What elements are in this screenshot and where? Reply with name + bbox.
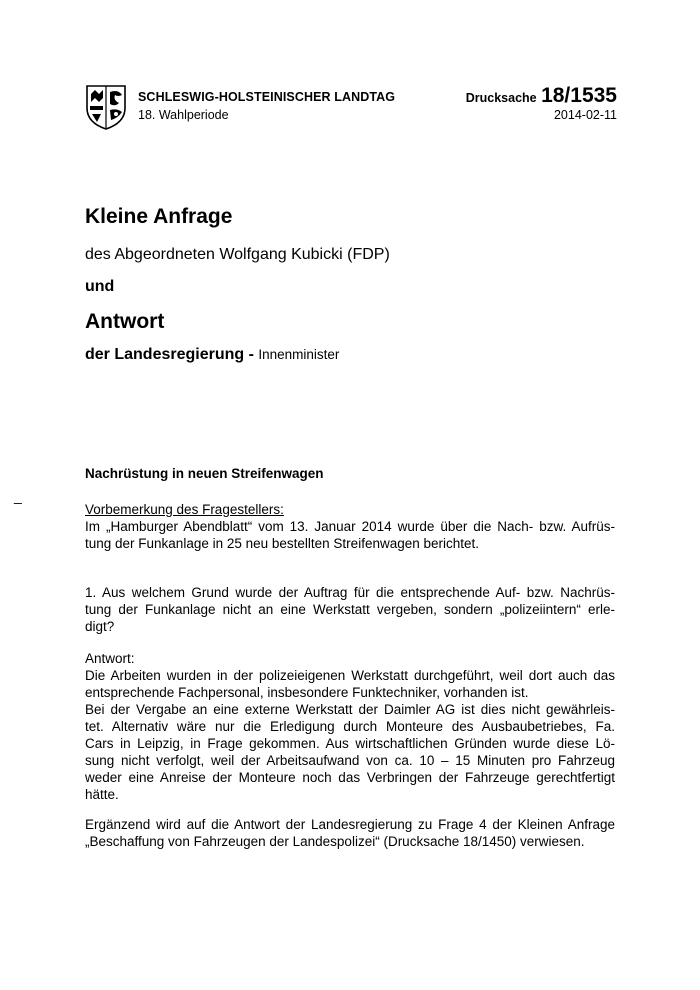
frage-1-line: tung der Funkanlage nicht an eine Werkstatt vergeben, sondern „polizeiintern“ erle- xyxy=(85,602,615,617)
antwort-line: tet. Alternativ wäre nur die Erledigung durch Monteure des Ausbaubetriebes, Fa. xyxy=(85,719,615,734)
landesregierung-line xyxy=(85,346,339,364)
antwort-line: hätte. xyxy=(85,787,119,802)
drucksache-number: 18/1535 xyxy=(541,84,617,107)
ministerium-label: Innenminister xyxy=(258,347,340,362)
antwort-line: Die Arbeiten wurden in der polizeieigenen Werkstatt durchgeführt, weil dort auch das xyxy=(85,668,615,683)
und-line: und xyxy=(85,278,115,295)
parliament-name: SCHLESWIG-HOLSTEINISCHER LANDTAG xyxy=(138,90,396,104)
frage-1-line: digt? xyxy=(85,619,115,634)
kleine-anfrage-title: Kleine Anfrage xyxy=(85,205,233,228)
document-date: 2014-02-11 xyxy=(553,108,617,122)
drucksache-reference xyxy=(466,84,617,108)
subject-heading: Nachrüstung in neuen Streifenwagen xyxy=(85,466,324,481)
vorbemerkung-line: tung der Funkanlage in 25 neu bestellten Streifenwagen berichtet. xyxy=(85,536,480,551)
ergaenzend-section xyxy=(85,816,615,850)
antwort-line: weder eine Anreise der Monteure noch das Verbringen der Fahrzeuge gerechtfertigt xyxy=(85,770,615,785)
document-header xyxy=(85,84,617,134)
ergaenzend-line: Ergänzend wird auf die Antwort der Landesregierung zu Frage 4 der Kleinen Anfrage xyxy=(85,817,615,832)
antwort-title: Antwort xyxy=(85,310,165,333)
state-coat-of-arms-icon xyxy=(85,84,127,130)
legislative-period: 18. Wahlperiode xyxy=(138,108,229,122)
margin-mark: _ xyxy=(14,488,22,504)
frage-1-line: 1. Aus welchem Grund wurde der Auftrag für die entsprechende Auf- bzw. Nachrüs- xyxy=(85,585,615,600)
antwort-section xyxy=(85,650,615,803)
vorbemerkung-line: Im „Hamburger Abendblatt“ vom 13. Januar 2014 wurde über die Nach- bzw. Aufrüs- xyxy=(85,519,615,534)
frage-1-section xyxy=(85,584,615,635)
antwort-line: entsprechende Fachpersonal, insbesondere Funktechniker, vorhanden ist. xyxy=(85,685,529,700)
vorbemerkung-section xyxy=(85,501,615,552)
vorbemerkung-heading: Vorbemerkung des Fragestellers: xyxy=(85,502,284,517)
antwort-line: Bei der Vergabe an eine externe Werkstatt der Daimler AG ist dies nicht gewährleis- xyxy=(85,702,615,717)
drucksache-label: Drucksache xyxy=(465,91,537,105)
abgeordneter-line: des Abgeordneten Wolfgang Kubicki (FDP) xyxy=(85,246,390,263)
antwort-line: sung nicht verfolgt, weil der Arbeitsaufwand von ca. 10 – 15 Minuten pro Fahrzeug xyxy=(85,753,615,768)
antwort-line: Cars in Leipzig, in Frage gekommen. Aus wirtschaftlichen Gründen wurde diese Lö- xyxy=(85,736,615,751)
antwort-heading: Antwort: xyxy=(85,651,135,666)
landesregierung-label: der Landesregierung - xyxy=(85,346,259,363)
ergaenzend-line: „Beschaffung von Fahrzeugen der Landespolizei“ (Drucksache 18/1450) verwiesen. xyxy=(85,834,585,849)
